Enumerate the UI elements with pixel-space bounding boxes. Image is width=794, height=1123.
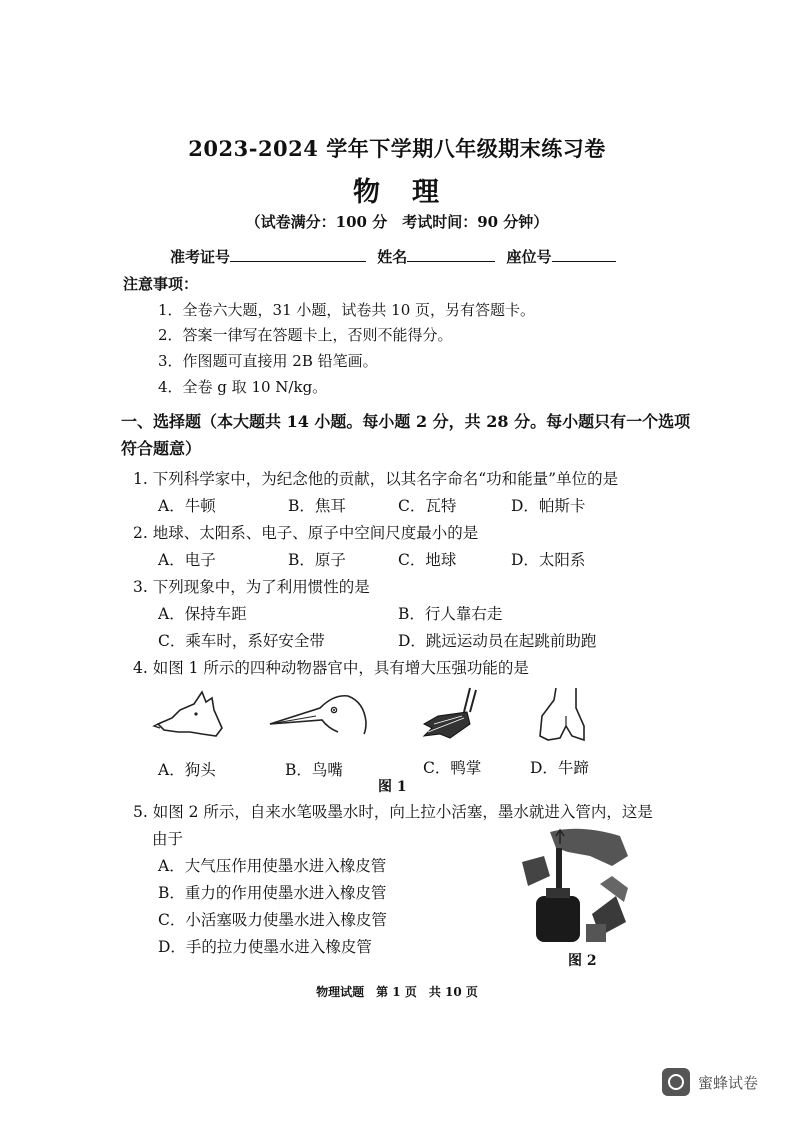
subject-char-2: 理 xyxy=(412,177,441,208)
q2-option-a: A．电子 xyxy=(158,551,216,569)
cow-hoof-figure xyxy=(532,686,592,746)
q4-option-c: C．鸭掌 xyxy=(423,759,482,777)
q2-option-c: C．地球 xyxy=(398,551,457,569)
question-4-stem: 4. 如图 1 所示的四种动物器官中，具有增大压强功能的是 xyxy=(133,659,529,677)
section-heading-line-1: 一、选择题（本大题共 14 小题。每小题 2 分，共 28 分。每小题只有一个选项 xyxy=(121,412,691,431)
q5-option-c: C．小活塞吸力使墨水进入橡皮管 xyxy=(158,911,387,929)
q3-option-a: A．保持车距 xyxy=(158,605,247,623)
q5-option-a: A．大气压作用使墨水进入橡皮管 xyxy=(158,857,387,875)
question-2-stem: 2. 地球、太阳系、电子、原子中空间尺度最小的是 xyxy=(133,524,479,542)
note-item: 2．答案一律写在答题卡上，否则不能得分。 xyxy=(158,326,453,344)
exam-meta: （试卷满分：100 分 考试时间：90 分钟） xyxy=(245,213,549,231)
q3-option-c: C．乘车时，系好安全带 xyxy=(158,632,325,650)
question-3-stem: 3. 下列现象中，为了利用惯性的是 xyxy=(133,578,370,596)
note-item: 3．作图题可直接用 2B 铅笔画。 xyxy=(158,352,378,370)
q5-option-d: D．手的拉力使墨水进入橡皮管 xyxy=(158,938,372,956)
candidate-info xyxy=(170,246,616,267)
note-item: 4．全卷 g 取 10 N/kg。 xyxy=(158,378,328,396)
q4-option-b: B．鸟嘴 xyxy=(285,761,343,779)
fountain-pen-photo xyxy=(520,826,632,946)
name-label: 姓名 xyxy=(377,248,408,266)
q1-option-d: D．帕斯卡 xyxy=(511,497,586,515)
notes-heading: 注意事项： xyxy=(123,275,199,293)
exam-id-label: 准考证号 xyxy=(170,248,231,266)
name-blank xyxy=(407,246,495,262)
q4-option-a: A．狗头 xyxy=(158,761,216,779)
page-footer: 物理试题 第 1 页 共 10 页 xyxy=(316,985,478,999)
q3-option-d: D．跳远运动员在起跳前助跑 xyxy=(398,632,597,650)
q5-option-b: B．重力的作用使墨水进入橡皮管 xyxy=(158,884,387,902)
exam-title: 2023-2024 学年下学期八年级期末练习卷 xyxy=(188,136,606,161)
q4-option-d: D．牛蹄 xyxy=(530,759,589,777)
q1-option-a: A．牛顿 xyxy=(158,497,216,515)
question-1-stem: 1. 下列科学家中，为纪念他的贡献，以其名字命名“功和能量”单位的是 xyxy=(133,470,619,488)
question-5-stem-line-2: 由于 xyxy=(152,830,184,848)
exam-id-blank xyxy=(230,246,366,262)
q1-option-c: C．瓦特 xyxy=(398,497,457,515)
subject-title xyxy=(0,170,794,209)
watermark-text: 蜜蜂试卷 xyxy=(698,1074,759,1092)
section-heading xyxy=(121,408,691,462)
figure-1-caption: 图 1 xyxy=(378,779,407,795)
duck-foot-figure xyxy=(418,686,490,742)
seat-blank xyxy=(552,246,616,262)
q1-option-b: B．焦耳 xyxy=(288,497,346,515)
section-heading-line-2: 符合题意） xyxy=(121,439,202,458)
subject-char-1: 物 xyxy=(353,177,382,208)
q2-option-b: B．原子 xyxy=(288,551,346,569)
question-5-stem-line-1: 5. 如图 2 所示，自来水笔吸墨水时，向上拉小活塞，墨水就进入管内，这是 xyxy=(133,803,653,821)
watermark-logo-icon xyxy=(662,1068,690,1096)
q2-option-d: D．太阳系 xyxy=(511,551,586,569)
seat-label: 座位号 xyxy=(506,248,552,266)
dog-head-figure xyxy=(150,688,230,744)
figure-2-caption: 图 2 xyxy=(568,953,597,969)
note-item: 1．全卷六大题，31 小题，试卷共 10 页，另有答题卡。 xyxy=(158,301,536,319)
q3-option-b: B．行人靠右走 xyxy=(398,605,503,623)
bird-beak-figure xyxy=(268,688,372,738)
